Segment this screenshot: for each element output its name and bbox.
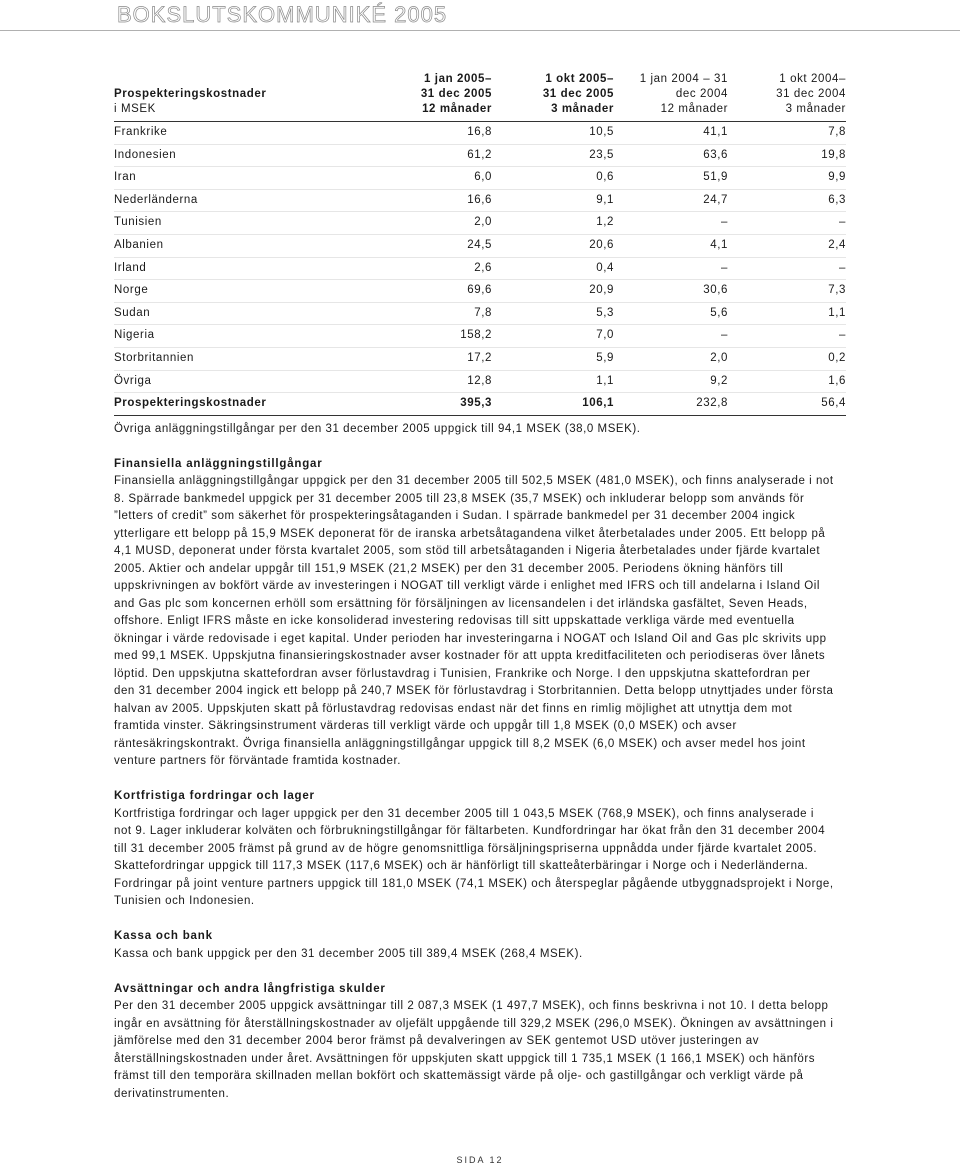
row-value: 16,8	[340, 122, 492, 145]
row-value: 5,9	[492, 347, 614, 370]
row-label: Nederländerna	[114, 189, 340, 212]
table-row	[114, 189, 846, 212]
row-value: –	[728, 325, 846, 348]
column-header-line: 3 månader	[551, 103, 614, 115]
section-paragraph: Kortfristiga fordringar och lager uppgick per den 31 december 2005 till 1 043,5 MSEK (768,9 MSEK), och finns analyserade i not 9. Lager inkluderar kolväten och förbrukningstillgångar för fältarbeten. Kundfordringar har ökat från den 31 december 2004 till 31 december 2005 främst på grund av de högre genomsnittliga försäljningspriserna uppnådda under fjärde kvartalet 2005. Skattefordringar uppgick till 117,3 MSEK (117,6 MSEK) och är hänförligt till skatteåterbäringar i Norge och i Nederländerna. Fordringar på joint venture partners uppgick till 181,0 MSEK (74,1 MSEK) och återspeglar pågående utbyggnadsprojekt i Norge, Tunisien och Indonesien.	[114, 807, 834, 907]
column-header-2	[492, 72, 614, 121]
row-label: Indonesien	[114, 144, 340, 167]
row-value: 5,3	[492, 302, 614, 325]
column-header-line: 12 månader	[660, 103, 728, 115]
table-total-row	[114, 393, 846, 416]
section-heading: Kassa och bank	[114, 930, 213, 942]
column-header-line: dec 2004	[675, 88, 728, 100]
table-row	[114, 325, 846, 348]
row-value: 2,0	[614, 347, 728, 370]
body-text	[114, 421, 834, 1103]
column-header-line: 31 dec 2004	[776, 88, 846, 100]
table-header-label-line: Prospekteringskostnader	[114, 88, 267, 100]
column-header-3	[614, 72, 728, 121]
row-value: 16,6	[340, 189, 492, 212]
row-value: 10,5	[492, 122, 614, 145]
row-label: Övriga	[114, 370, 340, 393]
row-label: Norge	[114, 280, 340, 303]
table-body	[114, 122, 846, 416]
row-value: 12,8	[340, 370, 492, 393]
row-value: 20,6	[492, 234, 614, 257]
column-header-line: 1 jan 2004 – 31	[639, 73, 728, 85]
row-value: –	[728, 212, 846, 235]
row-label: Storbritannien	[114, 347, 340, 370]
total-value: 106,1	[492, 393, 614, 416]
total-label: Prospekteringskostnader	[114, 393, 340, 416]
row-value: 9,2	[614, 370, 728, 393]
row-value: 6,3	[728, 189, 846, 212]
table-row	[114, 144, 846, 167]
table-row	[114, 167, 846, 190]
row-value: 69,6	[340, 280, 492, 303]
section-paragraph: Per den 31 december 2005 uppgick avsättningar till 2 087,3 MSEK (1 497,7 MSEK), och finns beskrivna i not 10. I detta belopp ingår en avsättning för återställningskostnader av oljefält uppgående till 329,2 MSEK (296,0 MSEK). Ökningen av avsättningen i jämförelse med den 31 december 2004 beror främst på devalveringen av SEK gentemot USD utöver justeringen av återställningskostnaden under året. Avsättningen för uppskjuten skatt uppgick till 1 735,1 MSEK (1 166,1 MSEK) och hänförs främst till den temporära skillnaden mellan bokfört och skattemässigt värde på olje- och gastillgångar och verkligt värde på derivatinstrumenten.	[114, 1000, 834, 1100]
column-header-line: 31 dec 2005	[542, 88, 614, 100]
row-label: Nigeria	[114, 325, 340, 348]
row-value: 9,1	[492, 189, 614, 212]
table-row	[114, 212, 846, 235]
exploration-costs-table	[114, 72, 846, 416]
column-header-line: 3 månader	[785, 103, 846, 115]
row-value: 1,2	[492, 212, 614, 235]
section-heading: Kortfristiga fordringar och lager	[114, 790, 315, 802]
section-paragraph: Finansiella anläggningstillgångar uppgick per den 31 december 2005 till 502,5 MSEK (481,0 MSEK), och finns analyserade i not 8. Spärrade bankmedel uppgick per 31 december 2005 till 23,8 MSEK (35,7 MSEK) och inkluderar belopp som används för ”letters of credit” som säkerhet för prospekteringsåtaganden i Sudan. I spärrade bankmedel per 31 december 2004 ingick ytterligare ett belopp på 15,9 MSEK deponerat för de iranska arbetsåtagandena vilket återbetalades under 2005. Ett belopp på 4,1 MUSD, deponerat under första kvartalet 2005, som stöd till arbetsåtaganden i Nigeria återbetalades under fjärde kvartalet 2005. Aktier och andelar uppgår till 151,9 MSEK (21,2 MSEK) per den 31 december 2005. Periodens ökning hänförs till uppskrivningen av bokfört värde av investeringen i NOGAT till verkligt värde i enlighet med IFRS och till andelarna i Island Oil and Gas plc som koncernen erhöll som ersättning för försäljningen av licensandelen i det irländska gasfältet, Seven Heads, offshore. Enligt IFRS måste en icke konsoliderad investering redovisas till sitt uppskattade verkliga värde med eventuella ökningar i värde redovisade i eget kapital. Under perioden har investeringarna i NOGAT och Island Oil and Gas plc skrivits upp med 99,1 MSEK. Uppskjutna finansieringskostnader avser kostnader för att uppta kreditfaciliteten och periodiseras över lånets löptid. Den uppskjutna skattefordran avser förlustavdrag i Tunisien, Frankrike och Norge. I den uppskjutna skattefordran per den 31 december 2004 ingick ett belopp på 240,7 MSEK för förlustavdrag i Storbritannien. Detta belopp utnyttjades under första halvan av 2005. Uppskjuten skatt på förlustavdrag redovisas endast när det finns en rimlig möjlighet att utnyttja dem mot framtida vinster. Säkringsinstrument värderas till verkligt värde och uppgår till 1,8 MSEK (0,0 MSEK) och avser räntesäkringskontrakt. Övriga finansiella anläggningstillgångar uppgick till 8,2 MSEK (6,0 MSEK) och avser medel hos joint venture partners för förväntade framtida kostnader.	[114, 475, 834, 767]
row-value: 1,1	[492, 370, 614, 393]
section-heading: Avsättningar och andra långfristiga skulder	[114, 982, 386, 995]
row-value: 7,8	[728, 122, 846, 145]
row-value: –	[614, 212, 728, 235]
row-label: Albanien	[114, 234, 340, 257]
row-value: –	[728, 257, 846, 280]
total-value: 232,8	[614, 393, 728, 416]
table-row	[114, 347, 846, 370]
section-heading: Finansiella anläggningstillgångar	[114, 457, 323, 470]
exploration-costs-table-wrapper	[114, 72, 846, 416]
row-value: 1,1	[728, 302, 846, 325]
row-value: –	[614, 325, 728, 348]
table-row	[114, 234, 846, 257]
column-header-line: 1 jan 2005–	[424, 73, 492, 85]
row-value: 0,2	[728, 347, 846, 370]
column-header-4	[728, 72, 846, 121]
section-paragraph: Kassa och bank uppgick per den 31 december 2005 till 389,4 MSEK (268,4 MSEK).	[114, 947, 583, 960]
row-label: Iran	[114, 167, 340, 190]
row-value: 24,5	[340, 234, 492, 257]
row-value: 2,6	[340, 257, 492, 280]
page-number: SIDA 12	[456, 1155, 504, 1165]
row-value: 51,9	[614, 167, 728, 190]
row-value: 0,6	[492, 167, 614, 190]
total-value: 395,3	[340, 393, 492, 416]
table-row	[114, 257, 846, 280]
row-value: 30,6	[614, 280, 728, 303]
row-value: 7,0	[492, 325, 614, 348]
row-value: –	[614, 257, 728, 280]
row-label: Irland	[114, 257, 340, 280]
table-row	[114, 302, 846, 325]
row-value: 23,5	[492, 144, 614, 167]
table-row	[114, 370, 846, 393]
row-value: 61,2	[340, 144, 492, 167]
row-value: 2,4	[728, 234, 846, 257]
table-header-row	[114, 72, 846, 121]
column-header-1	[340, 72, 492, 121]
row-value: 17,2	[340, 347, 492, 370]
column-header-line: 1 okt 2004–	[779, 73, 846, 85]
row-label: Frankrike	[114, 122, 340, 145]
row-value: 4,1	[614, 234, 728, 257]
row-value: 1,6	[728, 370, 846, 393]
row-value: 7,8	[340, 302, 492, 325]
table-header-label-line: i MSEK	[114, 103, 156, 115]
total-value: 56,4	[728, 393, 846, 416]
row-value: 41,1	[614, 122, 728, 145]
intro-paragraph: Övriga anläggningstillgångar per den 31 december 2005 uppgick till 94,1 MSEK (38,0 MSEK).	[114, 423, 641, 435]
row-value: 0,4	[492, 257, 614, 280]
row-value: 19,8	[728, 144, 846, 167]
row-value: 9,9	[728, 167, 846, 190]
row-value: 24,7	[614, 189, 728, 212]
row-label: Sudan	[114, 302, 340, 325]
row-value: 158,2	[340, 325, 492, 348]
row-value: 5,6	[614, 302, 728, 325]
row-label: Tunisien	[114, 212, 340, 235]
document-header-title: BOKSLUTSKOMMUNIKÉ 2005	[117, 2, 448, 27]
row-value: 7,3	[728, 280, 846, 303]
table-header-label	[114, 72, 340, 121]
column-header-line: 12 månader	[422, 103, 492, 115]
row-value: 2,0	[340, 212, 492, 235]
header-rule	[0, 30, 960, 31]
column-header-line: 1 okt 2005–	[545, 73, 614, 85]
row-value: 63,6	[614, 144, 728, 167]
table-row	[114, 280, 846, 303]
column-header-line: 31 dec 2005	[420, 88, 492, 100]
row-value: 6,0	[340, 167, 492, 190]
table-row	[114, 122, 846, 145]
row-value: 20,9	[492, 280, 614, 303]
